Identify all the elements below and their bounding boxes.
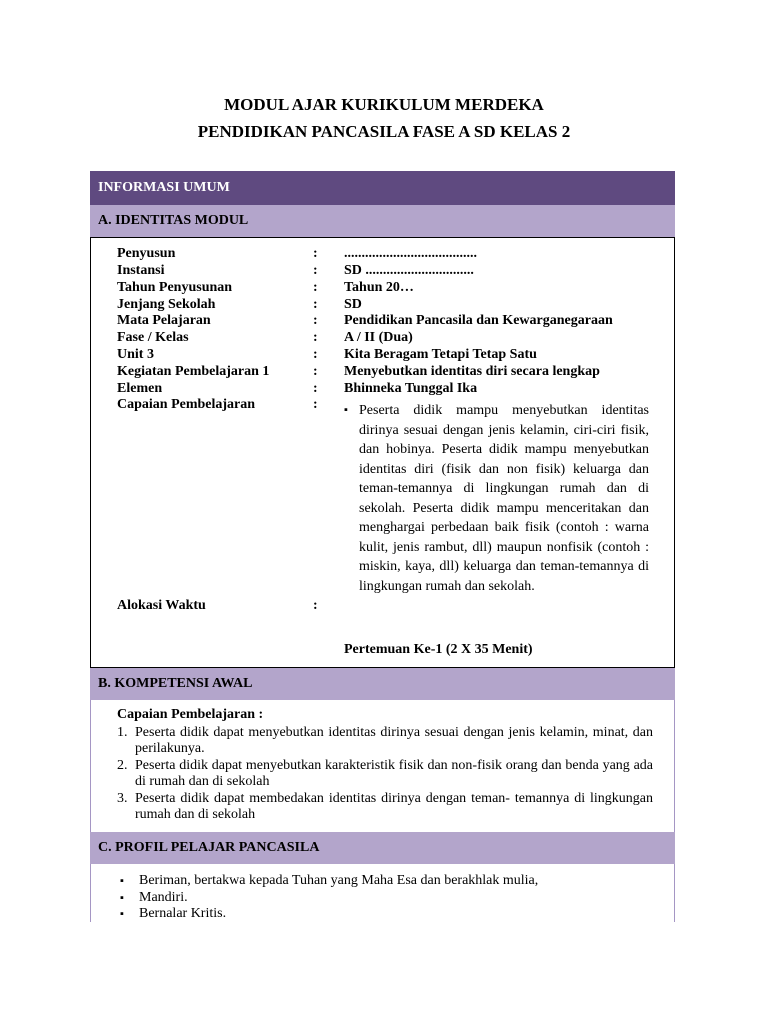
label-alokasi: Alokasi Waktu <box>117 598 206 613</box>
list-item <box>117 791 653 824</box>
label-kegiatan: Kegiatan Pembelajaran 1 <box>117 364 270 379</box>
colon: : <box>313 598 318 613</box>
identitas-modul-header: A. IDENTITAS MODUL <box>90 205 675 237</box>
capaian-pembelajaran-text <box>344 401 649 596</box>
pertemuan-label: Pertemuan Ke-1 (2 X 35 Menit) <box>344 642 533 657</box>
label-unit: Unit 3 <box>117 347 154 362</box>
value-elemen: Bhinneka Tunggal Ika <box>344 381 478 396</box>
capaian-subheading: Capaian Pembelajaran : <box>117 707 264 722</box>
label-tahun: Tahun Penyusunan <box>117 280 233 295</box>
colon: : <box>313 364 318 379</box>
item-text: Peserta didik dapat menyebutkan karakteristik fisik dan non-fisik orang dan benda yang ada di rumah dan di sekolah <box>135 757 653 789</box>
value-jenjang: SD <box>344 297 362 312</box>
list-item <box>117 890 657 907</box>
colon: : <box>313 381 318 396</box>
value-tahun: Tahun 20… <box>344 280 414 295</box>
kompetensi-awal-header: B. KOMPETENSI AWAL <box>90 668 675 700</box>
item-text: Beriman, bertakwa kepada Tuhan yang Maha Esa dan berakhlak mulia, <box>139 873 539 888</box>
colon: : <box>313 313 318 328</box>
colon: : <box>313 397 318 412</box>
colon: : <box>313 347 318 362</box>
informasi-umum-header: INFORMASI UMUM <box>90 171 675 205</box>
label-elemen: Elemen <box>117 381 163 396</box>
colon: : <box>313 297 318 312</box>
colon: : <box>313 246 318 261</box>
item-text: Mandiri. <box>139 889 188 905</box>
label-penyusun: Penyusun <box>117 246 176 261</box>
label-fase: Fase / Kelas <box>117 330 189 345</box>
bullet-icon: ▪ <box>120 875 124 887</box>
list-item <box>117 873 657 890</box>
item-text: Peserta didik dapat membedakan identitas dirinya dengan teman- temannya di lingkungan rumah dan di sekolah <box>135 790 653 822</box>
item-text: Bernalar Kritis. <box>139 906 227 921</box>
value-fase: A / II (Dua) <box>344 330 413 345</box>
colon: : <box>313 263 318 278</box>
capaian-paragraph: Peserta didik mampu menyebutkan identitas dirinya sesuai dengan jenis kelamin, ciri-ciri fisik, dan hobinya. Peserta didik mampu menyebutkan identitas diri (fisik dan non fisik) keluarga dan teman-temannya di lingkungan rumah dan di sekolah. Peserta didik mampu menceritakan dan menghargai perbedaan baik fisik (contoh : warna kulit, jenis rambut, dll) maupun nonfisik (contoh : miskin, kaya, dll) keluarga dan teman-temannya di lingkungan rumah dan sekolah. <box>359 403 649 594</box>
value-mapel: Pendidikan Pancasila dan Kewarganegaraan <box>344 313 613 328</box>
colon: : <box>313 280 318 295</box>
bullet-icon: ▪ <box>120 908 124 920</box>
value-unit: Kita Beragam Tetapi Tetap Satu <box>344 347 537 362</box>
list-item <box>117 758 653 791</box>
value-penyusun: ...................................... <box>344 246 477 261</box>
item-number: 2. <box>117 757 128 773</box>
kompetensi-awal-body <box>117 707 653 824</box>
value-kegiatan: Menyebutkan identitas diri secara lengkap <box>344 364 600 379</box>
document-subtitle: PENDIDIKAN PANCASILA FASE A SD KELAS 2 <box>197 122 571 141</box>
list-item <box>117 906 657 923</box>
colon: : <box>313 330 318 345</box>
item-number: 3. <box>117 790 128 806</box>
label-jenjang: Jenjang Sekolah <box>117 297 216 312</box>
label-instansi: Instansi <box>117 263 165 278</box>
label-capaian: Capaian Pembelajaran <box>117 397 256 412</box>
bullet-icon: ▪ <box>344 404 348 416</box>
value-instansi: SD ............................... <box>344 263 474 278</box>
profil-pelajar-header: C. PROFIL PELAJAR PANCASILA <box>90 832 675 864</box>
bullet-icon: ▪ <box>120 891 124 904</box>
profil-pelajar-body <box>117 873 657 923</box>
item-number: 1. <box>117 724 128 740</box>
label-mapel: Mata Pelajaran <box>117 313 211 328</box>
item-text: Peserta didik dapat menyebutkan identitas dirinya sesuai dengan jenis kelamin, minat, dan perilakunya. <box>135 724 653 756</box>
list-item <box>117 725 653 758</box>
document-title: MODUL AJAR KURIKULUM MERDEKA <box>224 95 544 114</box>
